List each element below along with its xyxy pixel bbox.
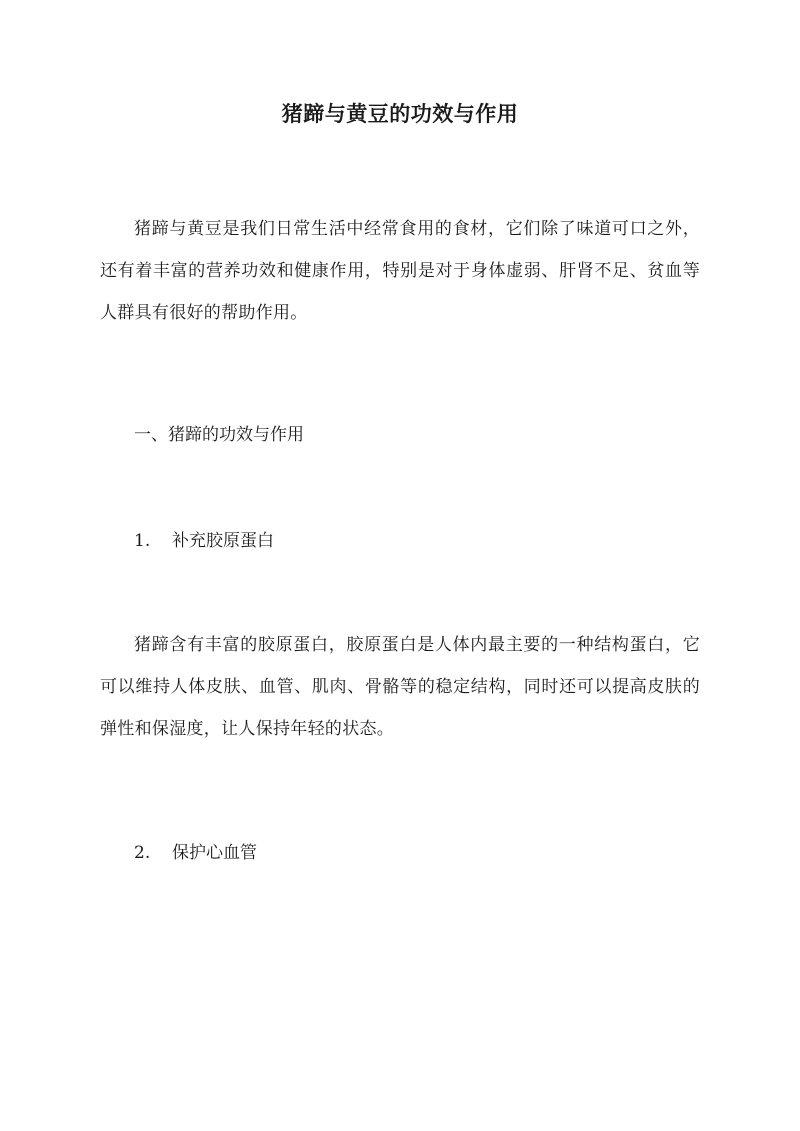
item-number: 2.: [134, 843, 151, 863]
item-heading-text: 补充胶原蛋白: [172, 531, 274, 551]
item-heading-collagen: [134, 520, 274, 562]
section-heading-pig-trotter: 一、猪蹄的功效与作用: [134, 425, 304, 445]
document-title: 猪蹄与黄豆的功效与作用: [281, 101, 519, 126]
item-number: 1.: [134, 531, 151, 551]
intro-paragraph: 猪蹄与黄豆是我们日常生活中经常食用的食材，它们除了味道可口之外，还有着丰富的营养功效和健康作用，特别是对于身体虚弱、肝肾不足、贫血等人群具有很好的帮助作用。: [100, 219, 700, 323]
item-heading-text: 保护心血管: [172, 843, 257, 863]
collagen-paragraph: 猪蹄含有丰富的胶原蛋白，胶原蛋白是人体内最主要的一种结构蛋白，它可以维持人体皮肤、血管、肌肉、骨骼等的稳定结构，同时还可以提高皮肤的弹性和保湿度，让人保持年轻的状态。: [100, 635, 700, 739]
item-heading-cardiovascular: [134, 832, 257, 874]
